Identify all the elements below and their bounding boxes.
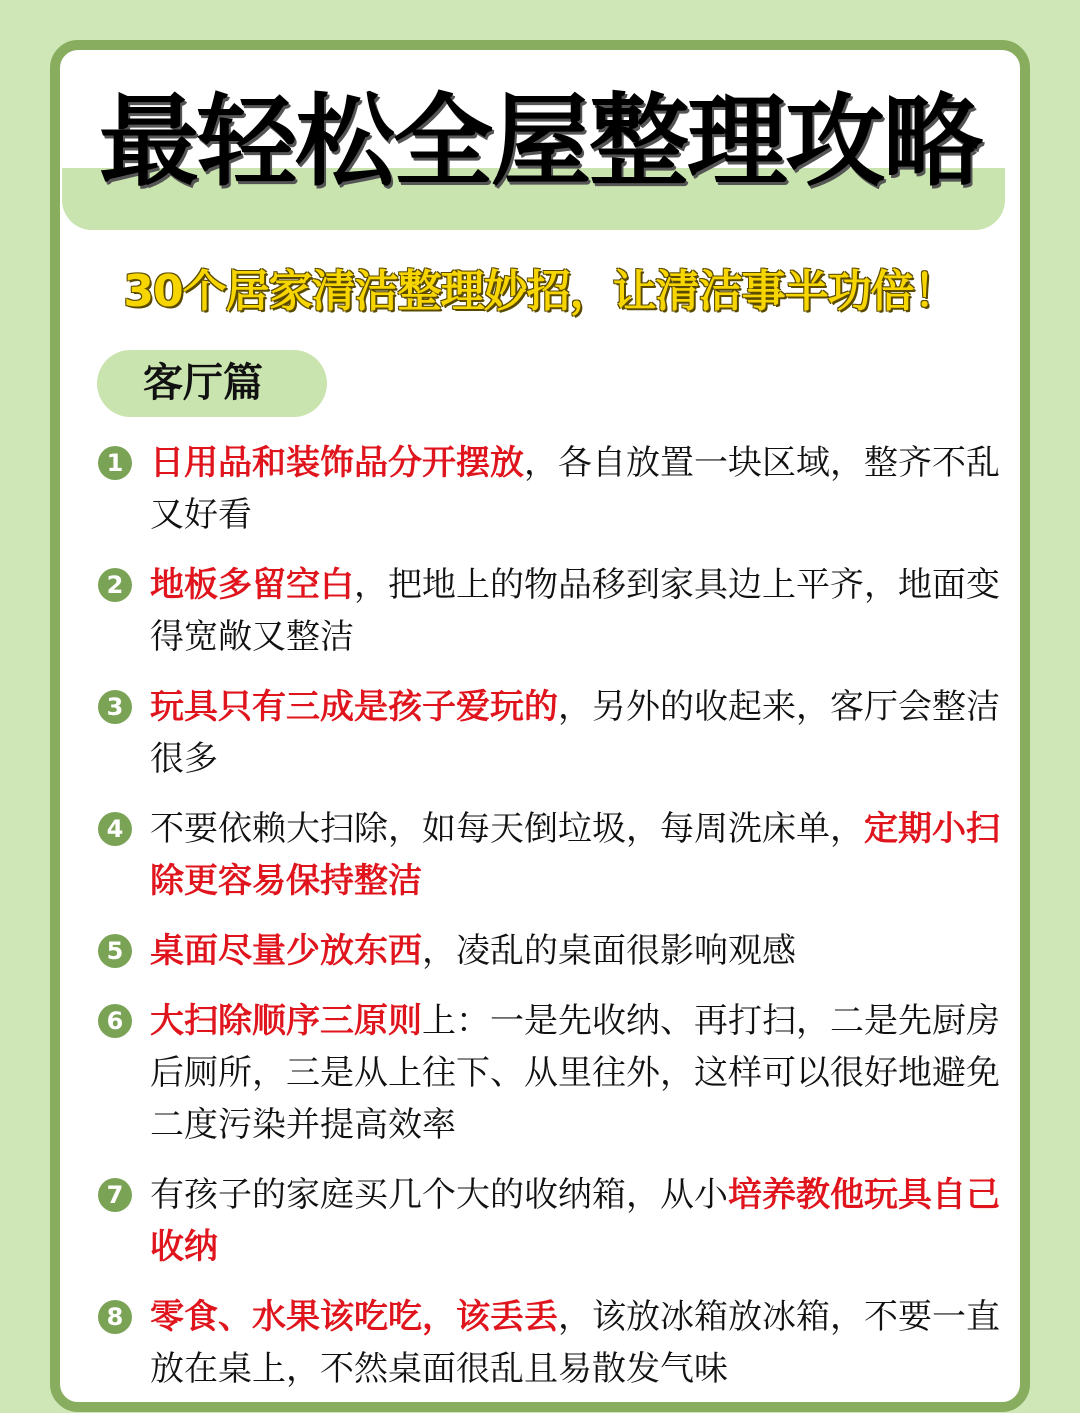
tips-list (98, 437, 1008, 1413)
body-text: ，各自放置一块区域，整齐不乱又好看 (150, 443, 1000, 535)
highlighted-text: 定期小扫除更容易保持整洁 (150, 809, 1000, 901)
list-item (98, 1169, 1002, 1273)
body-text: ，另外的收起来，客厅会整洁很多 (150, 687, 1000, 779)
body-text: ，凌乱的桌面很影响观感 (422, 931, 796, 971)
highlighted-text: 大扫除顺序三原则 (150, 1001, 422, 1041)
list-item (98, 1291, 1002, 1395)
highlighted-text: 桌面尽量少放东西 (150, 931, 422, 971)
body-text: ，该放冰箱放冰箱，不要一直放在桌上，不然桌面很乱且易散发气味 (150, 1297, 1000, 1389)
subtitle: 30个居家清洁整理妙招，让清洁事半功倍！ (123, 266, 957, 317)
section-tag (97, 350, 327, 417)
number-badge-icon: 7 (98, 1178, 132, 1212)
highlighted-text: 地板多留空白 (150, 565, 354, 605)
highlighted-text: 日用品和装饰品分开摆放 (150, 443, 524, 483)
body-text: ，把地上的物品移到家具边上平齐，地面变得宽敞又整洁 (150, 565, 1000, 657)
section-tag-label: 客厅篇 (143, 360, 263, 406)
list-item (98, 803, 1002, 907)
page-title: 最轻松全屋整理攻略 (99, 83, 981, 200)
list-item (98, 995, 1002, 1151)
number-badge-icon: 3 (98, 690, 132, 724)
body-text: 有孩子的家庭买几个大的收纳箱，从小 (150, 1175, 728, 1215)
number-badge-icon: 4 (98, 812, 132, 846)
list-item (98, 681, 1002, 785)
list-item (98, 437, 1002, 541)
body-text: 上：一是先收纳、再打扫，二是先厨房后厕所，三是从上往下、从里往外，这样可以很好地避免二度污染并提高效率 (150, 1001, 1000, 1145)
number-badge-icon: 8 (98, 1300, 132, 1334)
highlighted-text: 玩具只有三成是孩子爱玩的 (150, 687, 558, 727)
number-badge-icon: 2 (98, 568, 132, 602)
body-text: 不要依赖大扫除，如每天倒垃圾，每周洗床单， (150, 809, 864, 849)
highlighted-text: 零食、水果该吃吃，该丢丢 (150, 1297, 558, 1337)
number-badge-icon: 1 (98, 446, 132, 480)
list-item (98, 559, 1002, 663)
list-item (98, 925, 1002, 977)
highlighted-text: 培养教他玩具自己收纳 (150, 1175, 1000, 1267)
number-badge-icon: 6 (98, 1004, 132, 1038)
number-badge-icon: 5 (98, 934, 132, 968)
